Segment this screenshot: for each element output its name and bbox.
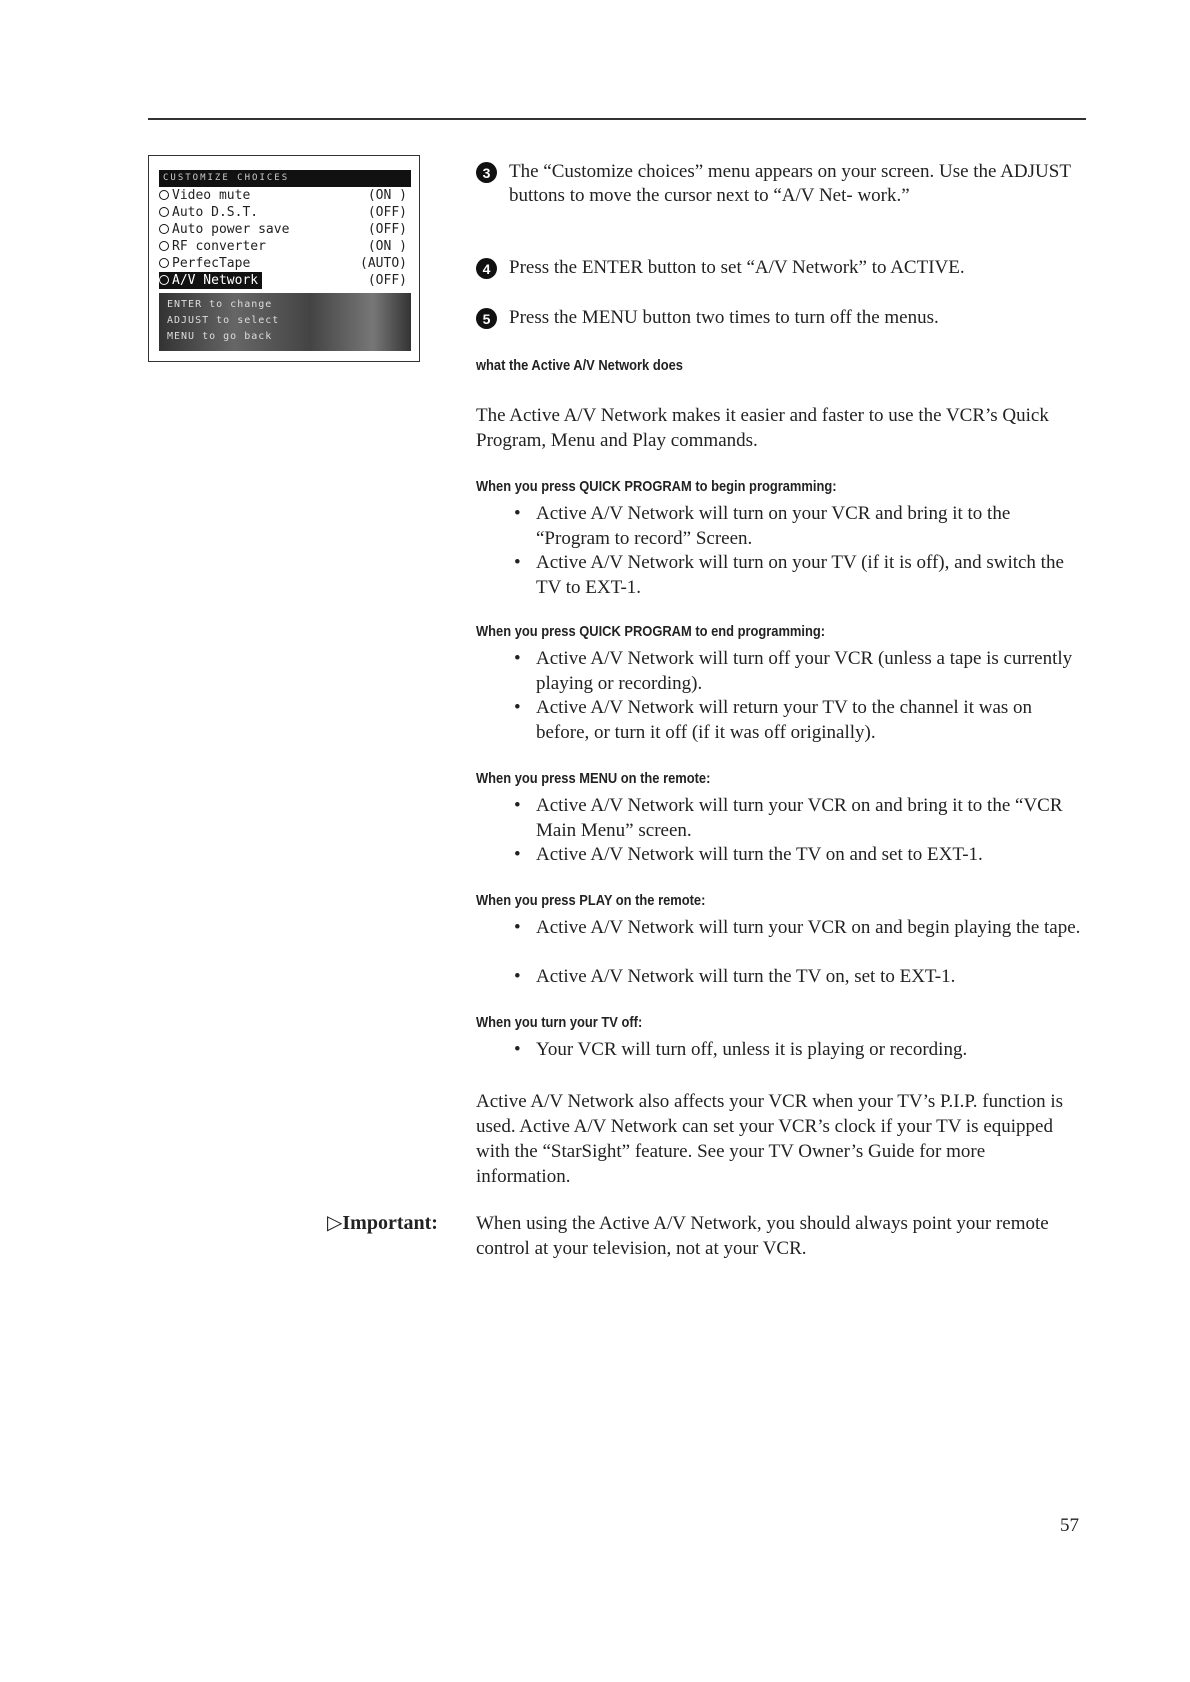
tv-menu-row: Auto D.S.T. (OFF) (159, 204, 411, 221)
tv-menu-screenshot (148, 155, 420, 362)
tv-menu-row: RF converter (ON ) (159, 238, 411, 255)
section-title: what the Active A/V Network does (476, 357, 683, 374)
tv-menu-row: Video mute (ON ) (159, 187, 411, 204)
step-number-icon: 4 (476, 258, 497, 279)
bullet-item: • Active A/V Network will turn on your VCR and bring it to the “Program to record” Screen. (514, 503, 1011, 549)
important-text: When using the Active A/V Network, you should always point your remote control at your television, not at your VCR. (476, 1213, 1049, 1259)
bullet-item: • Active A/V Network will turn your VCR on and begin playing the tape. (514, 917, 1081, 938)
option-circle-icon (159, 224, 169, 234)
bullet-item: • Active A/V Network will turn the TV on, set to EXT-1. (514, 966, 956, 987)
step-4: 4 Press the ENTER button to set “A/V Network” to ACTIVE. (476, 256, 1086, 280)
step-number-icon: 5 (476, 308, 497, 329)
closing-paragraph: Active A/V Network also affects your VCR when your TV’s P.I.P. function is used. Active A/V Network can set your VCR’s clock if your TV is equipped with the “StarSight” feature. See your TV Owner’s Guide for more information. (476, 1091, 1064, 1187)
bullet-item: • Active A/V Network will return your TV to the channel it was on before, or turn it off (if it was off originally). (514, 697, 1033, 743)
step-5: 5 Press the MENU button two times to turn off the menus. (476, 306, 1086, 330)
tv-menu-row: Auto power save (OFF) (159, 221, 411, 238)
tv-menu-row: PerfecTape (AUTO) (159, 255, 411, 272)
top-rule (148, 118, 1086, 120)
bullet-item: • Active A/V Network will turn the TV on and set to EXT-1. (514, 844, 983, 865)
tv-menu-help-panel: ENTER to change ADJUST to select MENU to go back (159, 293, 411, 351)
option-circle-icon (159, 275, 169, 285)
important-label: ▷Important: (327, 1212, 438, 1234)
bullet-item: • Active A/V Network will turn off your VCR (unless a tape is currently playing or recording). (514, 648, 1073, 694)
group-heading: When you press MENU on the remote: (476, 770, 711, 787)
group-heading: When you press QUICK PROGRAM to begin programming: (476, 478, 837, 495)
intro-paragraph: The Active A/V Network makes it easier and faster to use the VCR’s Quick Program, Menu and Play commands. (476, 405, 1049, 451)
step-3: 3 The “Customize choices” menu appears on your screen. Use the ADJUST buttons to move the cursor next to “A/V Net- work.” (476, 160, 1086, 208)
bullet-item: • Your VCR will turn off, unless it is playing or recording. (514, 1039, 968, 1060)
bullet-item: • Active A/V Network will turn on your TV (if it is off), and switch the TV to EXT-1. (514, 552, 1064, 598)
step-number-icon: 3 (476, 162, 497, 183)
group-heading: When you press QUICK PROGRAM to end programming: (476, 623, 826, 640)
option-circle-icon (159, 241, 169, 251)
group-heading: When you turn your TV off: (476, 1014, 643, 1031)
option-circle-icon (159, 207, 169, 217)
group-heading: When you press PLAY on the remote: (476, 892, 706, 909)
tv-menu-row-selected: A/V Network (OFF) (159, 272, 411, 289)
tv-menu-title: CUSTOMIZE CHOICES (159, 170, 411, 187)
option-circle-icon (159, 190, 169, 200)
option-circle-icon (159, 258, 169, 268)
page-number: 57 (1060, 1515, 1079, 1536)
bullet-item: • Active A/V Network will turn your VCR on and bring it to the “VCR Main Menu” screen. (514, 795, 1063, 841)
